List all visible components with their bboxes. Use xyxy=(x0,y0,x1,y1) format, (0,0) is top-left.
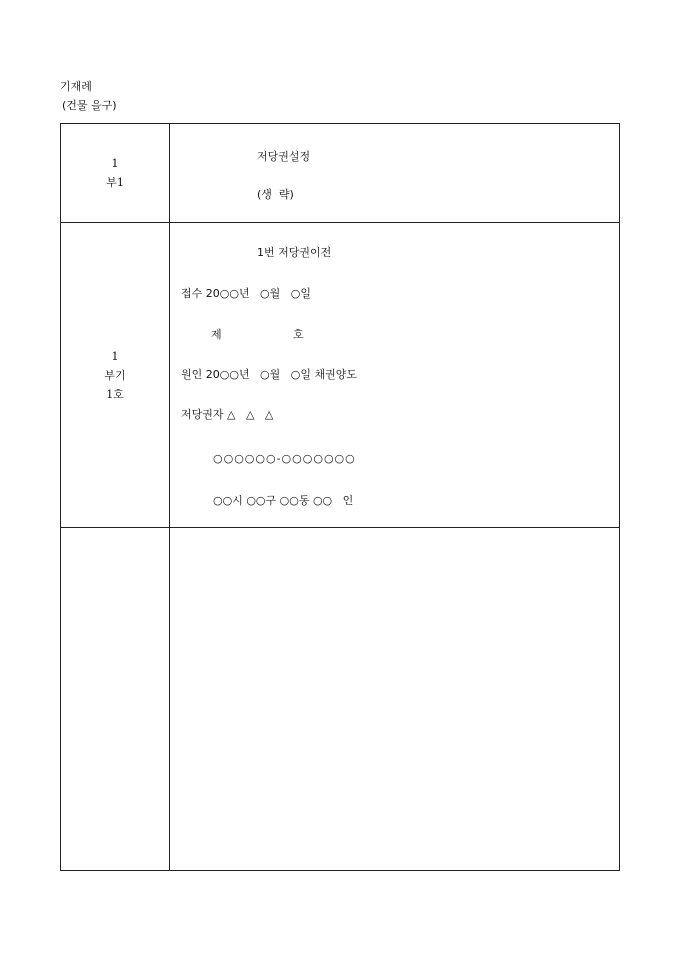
row-2-rank-sub: 1호 xyxy=(106,387,124,401)
row-2-rank-cell xyxy=(61,223,169,527)
row-1-rank-label: 부1 xyxy=(106,176,124,189)
row-2-holder: 저당권자 △ △ △ xyxy=(181,408,274,421)
row-1-entry-title: 저당권설정 xyxy=(257,150,311,163)
row-2-address: ○○시 ○○구 ○○동 ○○ 인 xyxy=(213,494,354,507)
row-2-number-prefix: 제 xyxy=(211,328,222,341)
row-2-cause: 원인 20○○년 ○월 ○일 채권양도 xyxy=(181,368,357,381)
row-2-entry-title: 1번 저당권이전 xyxy=(257,246,332,259)
document-title: 기재례 xyxy=(60,80,92,93)
row-2-rank-label: 부기 xyxy=(104,368,126,382)
row-2-id-number: ○○○○○○-○○○○○○○ xyxy=(213,452,356,465)
row-3-rank-cell xyxy=(61,528,169,870)
column-divider xyxy=(169,124,170,870)
row-2-receipt: 접수 20○○년 ○월 ○일 xyxy=(181,287,311,300)
row-1-entry-note: (생 략) xyxy=(257,188,294,201)
registry-table xyxy=(60,123,620,871)
row-2-number-suffix: 호 xyxy=(293,328,304,341)
row-2-rank-number: 1 xyxy=(111,349,119,363)
document-subtitle: (건물 을구) xyxy=(62,99,117,112)
row-1-rank-number: 1 xyxy=(111,157,119,170)
row-1-rank-cell xyxy=(61,124,169,222)
